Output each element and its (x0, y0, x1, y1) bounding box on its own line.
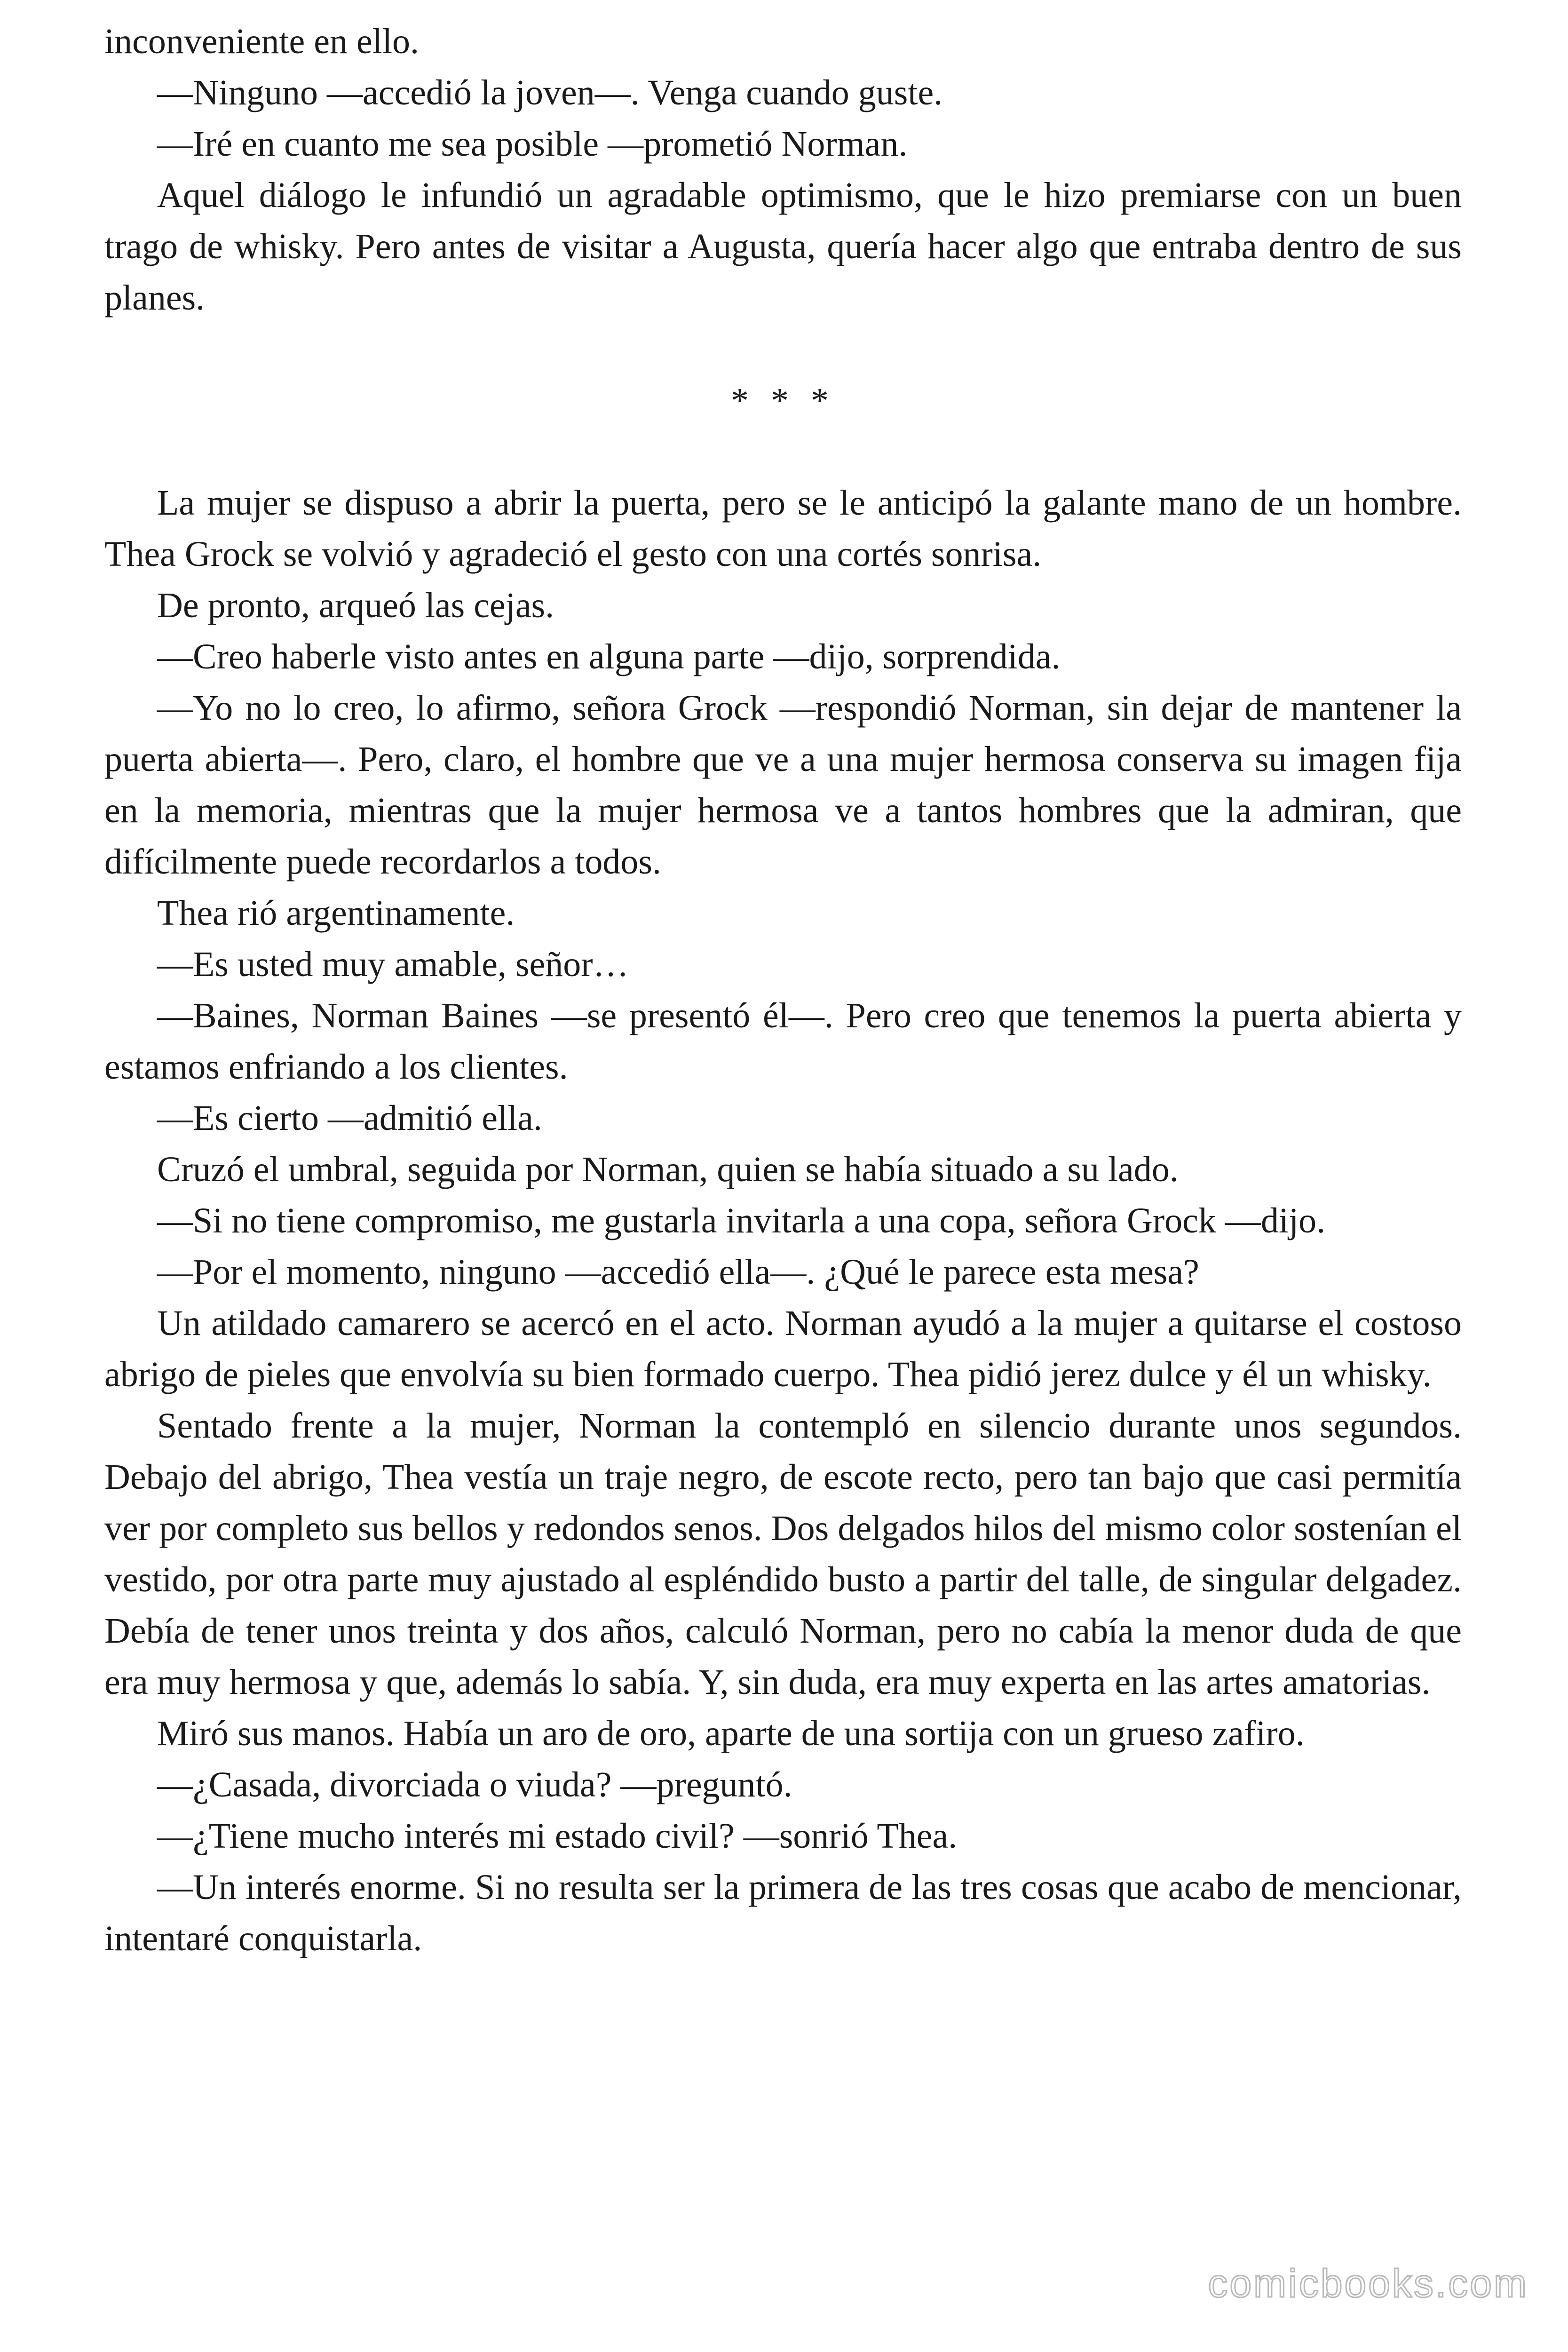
paragraph: —Baines, Norman Baines —se presentó él—. Pero creo que tenemos la puerta abierta y estamos enfriando a los clientes. (104, 996, 1462, 1087)
watermark: comicbooks.com (1208, 2261, 1528, 2305)
paragraph: —Iré en cuanto me sea posible —prometió Norman. (157, 124, 908, 164)
paragraph: De pronto, arqueó las cejas. (157, 586, 554, 625)
book-page (104, 16, 1462, 1964)
paragraph: —Por el momento, ninguno —accedió ella—. ¿Qué le parece esta mesa? (157, 1252, 1199, 1292)
paragraph: —Es usted muy amable, señor… (157, 945, 629, 984)
paragraph: —Ninguno —accedió la joven—. Venga cuando guste. (157, 73, 943, 112)
paragraph: —Si no tiene compromiso, me gustarla invitarla a una copa, señora Grock —dijo. (157, 1201, 1326, 1240)
paragraph: La mujer se dispuso a abrir la puerta, pero se le anticipó la galante mano de un hombre. Thea Grock se volvió y agradeció el gesto con una cortés sonrisa. (104, 483, 1462, 574)
paragraph: —¿Tiene mucho interés mi estado civil? —sonrió Thea. (157, 1816, 958, 1856)
paragraph: Sentado frente a la mujer, Norman la contempló en silencio durante unos segundos. Debajo del abrigo, Thea vestía un traje negro, de escote recto, pero tan bajo que casi permitía ver por completo sus bellos y redondos senos. Dos delgados hilos del mismo color sostenían el vestido, por otra parte muy ajustado al espléndido busto a partir del talle, de singular delgadez. Debía de tener unos treinta y dos años, calculó Norman, pero no cabía la menor duda de que era muy hermosa y que, además lo sabía. Y, sin duda, era muy experta en las artes amatorias. (104, 1406, 1462, 1702)
paragraph: Thea rió argentinamente. (157, 893, 515, 933)
paragraph: Aquel diálogo le infundió un agradable optimismo, que le hizo premiarse con un buen trago de whisky. Pero antes de visitar a Augusta, quería hacer algo que entraba dentro de sus planes. (104, 175, 1462, 318)
paragraph: Cruzó el umbral, seguida por Norman, quien se había situado a su lado. (157, 1150, 1179, 1189)
paragraph: —Yo no lo creo, lo afirmo, señora Grock —respondió Norman, sin dejar de mantener la puerta abierta—. Pero, claro, el hombre que ve a una mujer hermosa conserva su imagen fija en la memoria, mientras que la mujer hermosa ve a tantos hombres que la admiran, que difícilmente puede recordarlos a todos. (104, 688, 1462, 882)
paragraph: —¿Casada, divorciada o viuda? —preguntó. (157, 1765, 792, 1804)
paragraph-continuation: inconveniente en ello. (104, 22, 419, 61)
paragraph: Miró sus manos. Había un aro de oro, aparte de una sortija con un grueso zafiro. (157, 1714, 1305, 1753)
paragraph: Un atildado camarero se acercó en el acto. Norman ayudó a la mujer a quitarse el costoso abrigo de pieles que envolvía su bien formado cuerpo. Thea pidió jerez dulce y él un whisky. (104, 1303, 1462, 1394)
paragraph: —Es cierto —admitió ella. (157, 1098, 542, 1138)
paragraph: —Creo haberle visto antes en alguna parte —dijo, sorprendida. (157, 637, 1061, 676)
section-separator: * * * (731, 381, 835, 421)
paragraph: —Un interés enorme. Si no resulta ser la primera de las tres cosas que acabo de mencionar, intentaré conquistarla. (104, 1867, 1462, 1958)
